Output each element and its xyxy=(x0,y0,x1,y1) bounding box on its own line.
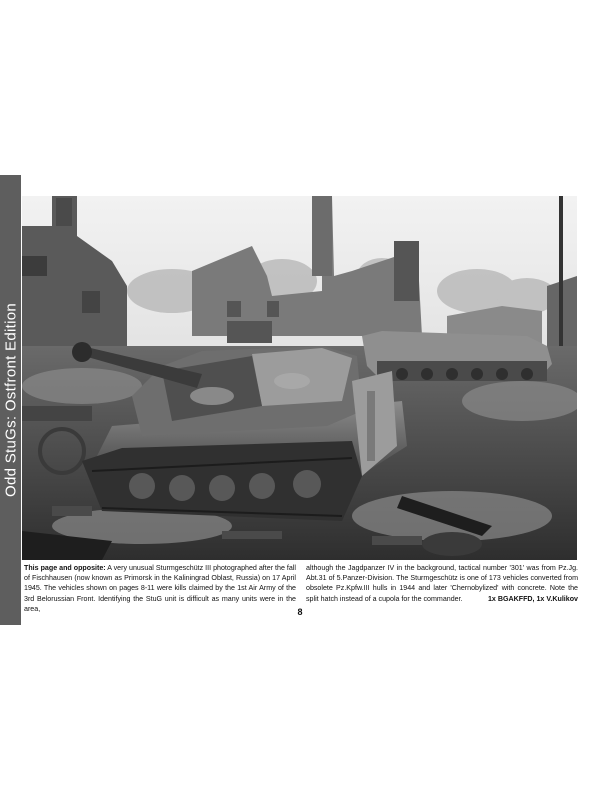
page-number: 8 xyxy=(297,607,303,617)
side-tab-title: Odd StuGs: Ostfront Edition xyxy=(2,302,19,498)
caption-lead: This page and opposite: xyxy=(24,564,106,572)
photo xyxy=(22,196,577,560)
tank-ruins-photo xyxy=(22,196,577,560)
caption-text-right: although the Jagdpanzer IV in the background, tactical number '301' was from Pz.Jg. Abt.31 of 5.Panzer-Division. The Sturmgeschütz is one of 173 vehicles converted from obsolete Pz.Kpfw.III hulls in 1944 and later 'Chernobylized' with concrete. Note the split hatch instead of a cupola for the commander. xyxy=(306,564,578,603)
side-tab xyxy=(0,175,21,625)
caption-text-left: A very unusual Sturmgeschütz III photographed after the fall of Fischhausen (now known as Primorsk in the Kaliningrad Oblast, Russia) on 17 April 1945. The vehicles shown on pages 8-11 were kills claimed by the 1st Air Army of the 3rd Belorussian Front. Identifying the StuG unit is difficult as many units were in the area, xyxy=(24,564,296,613)
photo-credit: 1x BGAKFFD, 1x V.Kulikov xyxy=(487,594,578,603)
